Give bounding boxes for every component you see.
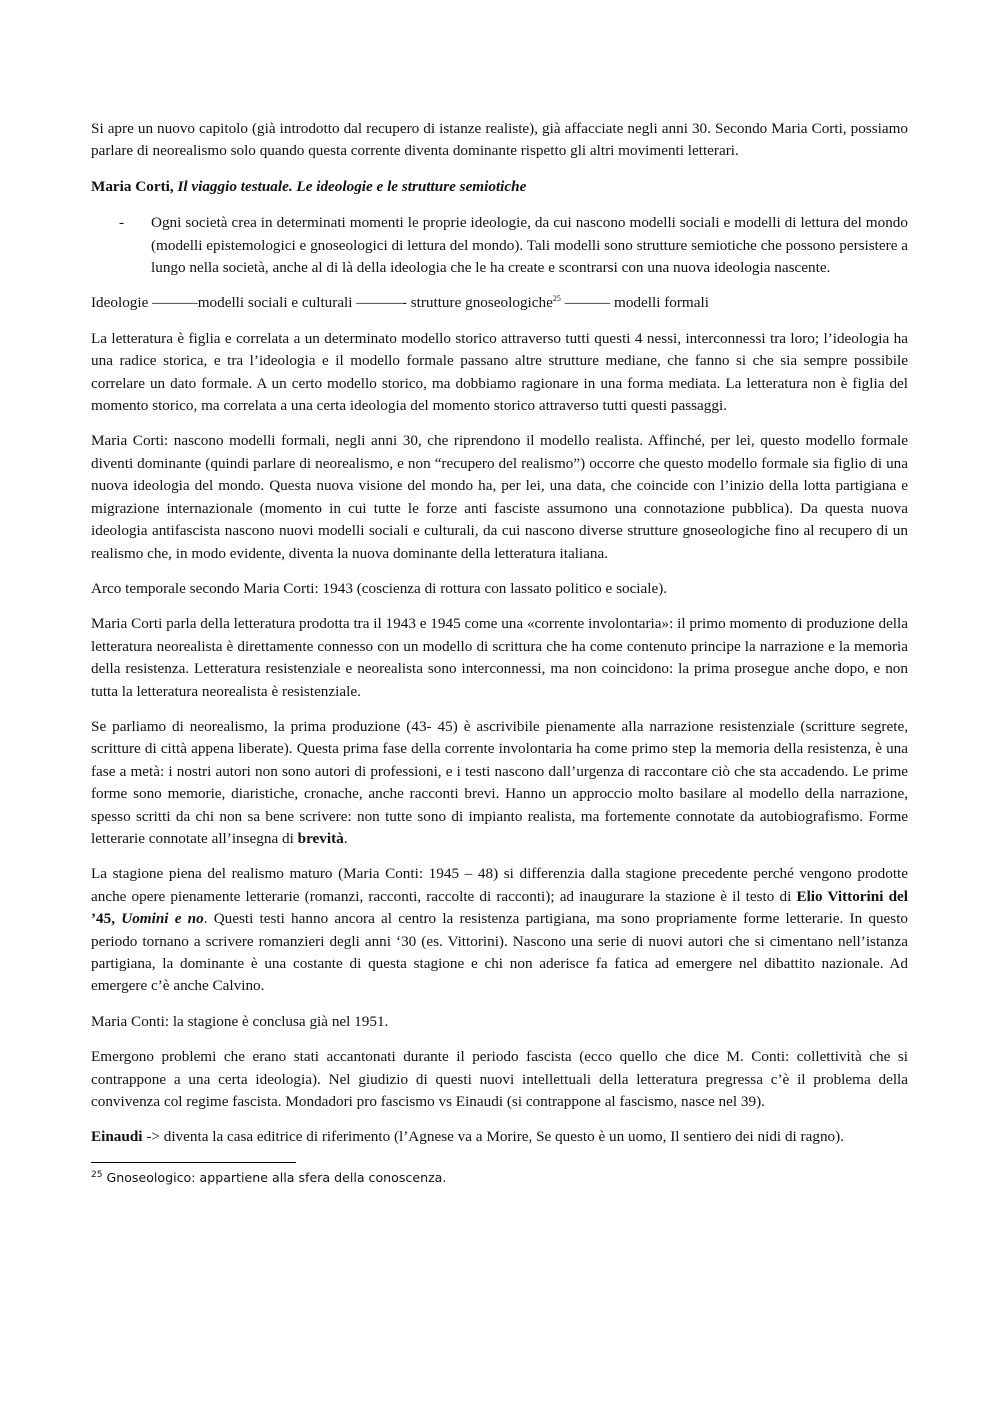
paragraph-prima-produzione [91, 716, 908, 850]
paragraph-realismo-maturo-text: La stagione piena del realismo maturo (Maria Conti: 1945 – 48) si differenzia dalla stagione precedente perché vengono prodotte anche opere pienamente letterarie (romanzi, racconti, raccolte di racconti); ad inaugurare la stazione è il testo di [91, 865, 908, 905]
paragraph-modelli-formali: Maria Corti: nascono modelli formali, negli anni 30, che riprendono il modello realista. Affinché, per lei, questo modello formale diventi dominante (quindi parlare di neorealismo, e non “recupero del realismo”) occorre che questo modello formale sia figlio di una nuova ideologia del mondo. Questa nuova visione del mondo ha, per lei, una data, che coincide con l’inizio della lotta partigiana e migrazione internazionale (momento in cui tutte le forze anti fasciste assumono una connotazione pubblica). Da questa nuova ideologia antifascista nascono nuovi modelli sociali e culturali, da cui nascono diverse strutture gnoseologiche fino al recupero di un realismo che, in modo evidente, diventa la nuova dominante della letteratura italiana. [91, 432, 908, 562]
footnote-separator [91, 1162, 296, 1163]
paragraph-arco-temporale: Arco temporale secondo Maria Corti: 1943 (coscienza di rottura con lassato politico e sociale). [91, 579, 668, 597]
paragraph-prima-produzione-end: . [343, 829, 348, 847]
einaudi-emphasis: Einaudi [91, 1128, 143, 1146]
bullet-text: Ogni società crea in determinati momenti le proprie ideologie, da cui nascono modelli sociali e modelli di lettura del mondo (modelli epistemologici e gnoseologici di lettura del mondo). Tali modelli sono strutture semiotiche che possono persistere a lungo nella società, anche al di là della ideologia che le ha create e scontrarsi con una nuova ideologia nascente. [151, 214, 908, 277]
paragraph-realismo-maturo [91, 863, 908, 997]
heading-title: Il viaggio testuale. Le ideologie e le strutture semiotiche [177, 177, 527, 195]
heading-author: Maria Corti, [91, 177, 178, 195]
document-page [91, 118, 908, 1187]
paragraph-corrente-involontaria: Maria Corti parla della letteratura prodotta tra il 1943 e 1945 come una «corrente involontaria»: il primo momento di produzione della letteratura neorealista è direttamente connesso con un modello di scrittura che ha come contenuto principe la narrazione e la memoria della resistenza. Letteratura resistenziale e neorealista sono interconnessi, ma non coincidono: la prima prosegue anche dopo, e non tutta la letteratura neorealista è resistenziale. [91, 615, 908, 700]
paragraph-stagione-conclusa: Maria Conti: la stagione è conclusa già nel 1951. [91, 1012, 389, 1030]
chain-part-b: ——— modelli formali [560, 294, 709, 312]
footnote-number: 25 [91, 1169, 103, 1180]
section-heading [91, 176, 908, 198]
vittorini-emphasis: Elio Vittorini del ’45, [91, 887, 908, 928]
footnote-text: Gnoseologico: appartiene alla sfera della conoscenza. [102, 1169, 447, 1185]
bullet-item [91, 212, 908, 279]
ideology-chain [91, 292, 908, 314]
chain-part-a: Ideologie ———modelli sociali e culturali ———- strutture gnoseologiche [91, 294, 553, 312]
paragraph-realismo-maturo-rest: . Questi testi hanno ancora al centro la resistenza partigiana, ma sono propriamente forme letterarie. In questo periodo tornano a scrivere romanzieri degli anni ‘30 (es. Vittorini). Nascono una serie di nuovi autori che si cimentano nell’istanza partigiana, la dominante è una costante di questa stagione e chi non aderisce fa fatica ad emergere nel dibattito nazionale. Ad emergere c’è anche Calvino. [91, 910, 909, 995]
paragraph-letteratura: La letteratura è figlia e correlata a un determinato modello storico attraverso tutti questi 4 nessi, interconnessi tra loro; l’ideologia ha una radice storica, e tra l’ideologia e il modello formale passano altre strutture mediane, che fanno si che sia sempre possibile correlare un dato formale. A un certo modello storico, ma dobbiamo ragionare in una forma mediata. La letteratura non è figlia del momento storico, ma correlata a una certa ideologia del momento storico attraverso tutti questi passaggi. [91, 329, 908, 415]
paragraph-problemi: Emergono problemi che erano stati accantonati durante il periodo fascista (ecco quello che dice M. Conti: collettività che si contrappone a una certa ideologia). Nel giudizio di questi nuovi intellettuali della letteratura pregressa c’è il problema della convivenza col regime fascista. Mondadori pro fascismo vs Einaudi (si contrappone al fascismo, nasce nel 39). [91, 1048, 908, 1111]
footnote-reference[interactable]: 25 [552, 294, 561, 304]
footnote [91, 1169, 908, 1187]
paragraph-intro: Si apre un nuovo capitolo (già introdotto dal recupero di istanze realiste), già affacciate negli anni 30. Secondo Maria Corti, possiamo parlare di neorealismo solo quando questa corrente diventa dominante rispetto gli altri movimenti letterari. [91, 120, 908, 160]
paragraph-prima-produzione-text: Se parliamo di neorealismo, la prima produzione (43- 45) è ascrivibile pienamente alla narrazione resistenziale (scritture segrete, scritture di città appena liberate). Questa prima fase della corrente involontaria ha come primo step la memoria della resistenza, è una fase a metà: i nostri autori non sono autori di professioni, e i testi nascono dall’urgenza di raccontare ciò che sta accadendo. Le prime forme sono memorie, diaristiche, cronache, anche racconti brevi. Hanno un approccio molto basilare al modello della narrazione, spesso scritti da chi non sa bene scrivere: non tutte sono di impianto realista, ma fortemente connotate da autobiografismo. Forme letterarie connotate all’insegna di [91, 717, 908, 847]
paragraph-einaudi-text: -> diventa la casa editrice di riferimento (l’Agnese va a Morire, Se questo è un uomo, Il sentiero dei nidi di ragno). [142, 1128, 844, 1146]
bullet-dash: - [119, 214, 125, 232]
brevita-emphasis: brevità [297, 829, 344, 847]
uomini-e-no-title: Uomini e no [121, 910, 204, 928]
paragraph-einaudi [91, 1126, 908, 1148]
